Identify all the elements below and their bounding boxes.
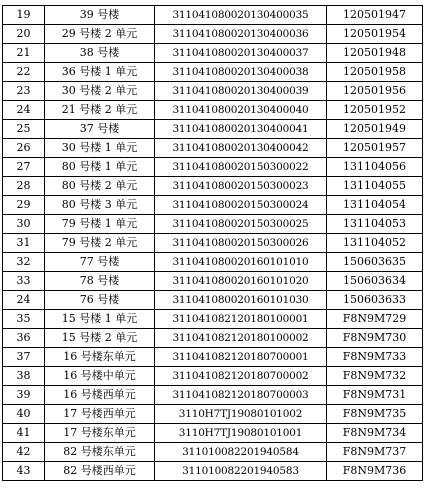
code-cell: 311041080020130400041: [155, 120, 327, 139]
row-index-cell: 30: [3, 215, 45, 234]
table-row: [3, 291, 423, 310]
row-index-cell: 39: [3, 386, 45, 405]
table-body: [3, 6, 423, 481]
table-row: [3, 25, 423, 44]
row-index-cell: 36: [3, 329, 45, 348]
building-unit-cell: 80 号楼 1 单元: [45, 158, 155, 177]
code-cell: 311041080020130400040: [155, 101, 327, 120]
building-unit-cell: 38 号楼: [45, 44, 155, 63]
table-row: [3, 367, 423, 386]
number-cell: 120501956: [327, 82, 423, 101]
building-unit-cell: 16 号楼西单元: [45, 386, 155, 405]
building-unit-cell: 30 号楼 2 单元: [45, 82, 155, 101]
row-index-cell: 43: [3, 462, 45, 481]
building-unit-cell: 79 号楼 2 单元: [45, 234, 155, 253]
code-cell: 311041080020160101010: [155, 253, 327, 272]
code-cell: 311041080020130400037: [155, 44, 327, 63]
row-index-cell: 27: [3, 158, 45, 177]
row-index-cell: 24: [3, 101, 45, 120]
row-index-cell: 32: [3, 253, 45, 272]
number-cell: 131104056: [327, 158, 423, 177]
code-cell: 311041080020160101030: [155, 291, 327, 310]
row-index-cell: 35: [3, 310, 45, 329]
code-cell: 3110H7TJ19080101002: [155, 405, 327, 424]
number-cell: 120501948: [327, 44, 423, 63]
building-unit-cell: 79 号楼 1 单元: [45, 215, 155, 234]
row-index-cell: 21: [3, 44, 45, 63]
number-cell: 120501957: [327, 139, 423, 158]
number-cell: 120501954: [327, 25, 423, 44]
number-cell: 150603635: [327, 253, 423, 272]
code-cell: 311010082201940584: [155, 443, 327, 462]
table-row: [3, 310, 423, 329]
table-row: [3, 82, 423, 101]
table-row: [3, 253, 423, 272]
table-row: [3, 386, 423, 405]
number-cell: F8N9M736: [327, 462, 423, 481]
number-cell: F8N9M737: [327, 443, 423, 462]
code-cell: 311041080020150300026: [155, 234, 327, 253]
row-index-cell: 20: [3, 25, 45, 44]
row-index-cell: 33: [3, 272, 45, 291]
building-unit-cell: 17 号楼西单元: [45, 405, 155, 424]
building-unit-cell: 76 号楼: [45, 291, 155, 310]
number-cell: 131104055: [327, 177, 423, 196]
building-unit-cell: 17 号楼东单元: [45, 424, 155, 443]
table-row: [3, 6, 423, 25]
table-row: [3, 329, 423, 348]
building-unit-cell: 80 号楼 3 单元: [45, 196, 155, 215]
number-cell: 120501947: [327, 6, 423, 25]
row-index-cell: 31: [3, 234, 45, 253]
table-row: [3, 462, 423, 481]
code-cell: 311041080020150300025: [155, 215, 327, 234]
code-cell: 311041082120180100002: [155, 329, 327, 348]
code-cell: 311041082120180700002: [155, 367, 327, 386]
code-cell: 311041080020130400036: [155, 25, 327, 44]
number-cell: 120501952: [327, 101, 423, 120]
row-index-cell: 26: [3, 139, 45, 158]
code-cell: 311041082120180700003: [155, 386, 327, 405]
code-cell: 311041080020130400038: [155, 63, 327, 82]
table-row: [3, 63, 423, 82]
code-cell: 311041080020150300022: [155, 158, 327, 177]
code-cell: 311010082201940583: [155, 462, 327, 481]
row-index-cell: 23: [3, 82, 45, 101]
number-cell: F8N9M731: [327, 386, 423, 405]
table-row: [3, 196, 423, 215]
building-code-table: [2, 5, 423, 481]
building-unit-cell: 30 号楼 1 单元: [45, 139, 155, 158]
building-unit-cell: 39 号楼: [45, 6, 155, 25]
building-unit-cell: 82 号楼东单元: [45, 443, 155, 462]
table-row: [3, 405, 423, 424]
table-row: [3, 272, 423, 291]
row-index-cell: 41: [3, 424, 45, 443]
building-unit-cell: 77 号楼: [45, 253, 155, 272]
building-unit-cell: 82 号楼西单元: [45, 462, 155, 481]
table-row: [3, 234, 423, 253]
table-row: [3, 443, 423, 462]
code-cell: 311041080020150300024: [155, 196, 327, 215]
code-cell: 311041080020160101020: [155, 272, 327, 291]
number-cell: F8N9M734: [327, 424, 423, 443]
row-index-cell: 19: [3, 6, 45, 25]
building-unit-cell: 16 号楼东单元: [45, 348, 155, 367]
table-row: [3, 101, 423, 120]
code-cell: 311041080020150300023: [155, 177, 327, 196]
row-index-cell: 38: [3, 367, 45, 386]
building-unit-cell: 37 号楼: [45, 120, 155, 139]
table-row: [3, 177, 423, 196]
number-cell: 131104052: [327, 234, 423, 253]
building-unit-cell: 29 号楼 2 单元: [45, 25, 155, 44]
number-cell: 150603634: [327, 272, 423, 291]
building-unit-cell: 36 号楼 1 单元: [45, 63, 155, 82]
code-cell: 311041080020130400042: [155, 139, 327, 158]
number-cell: 120501949: [327, 120, 423, 139]
row-index-cell: 42: [3, 443, 45, 462]
row-index-cell: 24: [3, 291, 45, 310]
table-row: [3, 120, 423, 139]
building-unit-cell: 15 号楼 1 单元: [45, 310, 155, 329]
number-cell: F8N9M735: [327, 405, 423, 424]
number-cell: F8N9M732: [327, 367, 423, 386]
number-cell: 120501958: [327, 63, 423, 82]
code-cell: 3110H7TJ19080101001: [155, 424, 327, 443]
table-row: [3, 215, 423, 234]
data-table-container: [2, 5, 422, 481]
code-cell: 311041080020130400039: [155, 82, 327, 101]
code-cell: 311041082120180700001: [155, 348, 327, 367]
number-cell: 131104053: [327, 215, 423, 234]
table-row: [3, 158, 423, 177]
building-unit-cell: 16 号楼中单元: [45, 367, 155, 386]
table-row: [3, 424, 423, 443]
number-cell: F8N9M730: [327, 329, 423, 348]
number-cell: 131104054: [327, 196, 423, 215]
building-unit-cell: 78 号楼: [45, 272, 155, 291]
row-index-cell: 22: [3, 63, 45, 82]
row-index-cell: 40: [3, 405, 45, 424]
table-row: [3, 348, 423, 367]
code-cell: 311041082120180100001: [155, 310, 327, 329]
row-index-cell: 25: [3, 120, 45, 139]
table-row: [3, 139, 423, 158]
building-unit-cell: 15 号楼 2 单元: [45, 329, 155, 348]
row-index-cell: 28: [3, 177, 45, 196]
row-index-cell: 29: [3, 196, 45, 215]
building-unit-cell: 80 号楼 2 单元: [45, 177, 155, 196]
code-cell: 311041080020130400035: [155, 6, 327, 25]
table-row: [3, 44, 423, 63]
number-cell: F8N9M733: [327, 348, 423, 367]
number-cell: 150603633: [327, 291, 423, 310]
number-cell: F8N9M729: [327, 310, 423, 329]
building-unit-cell: 21 号楼 2 单元: [45, 101, 155, 120]
row-index-cell: 37: [3, 348, 45, 367]
